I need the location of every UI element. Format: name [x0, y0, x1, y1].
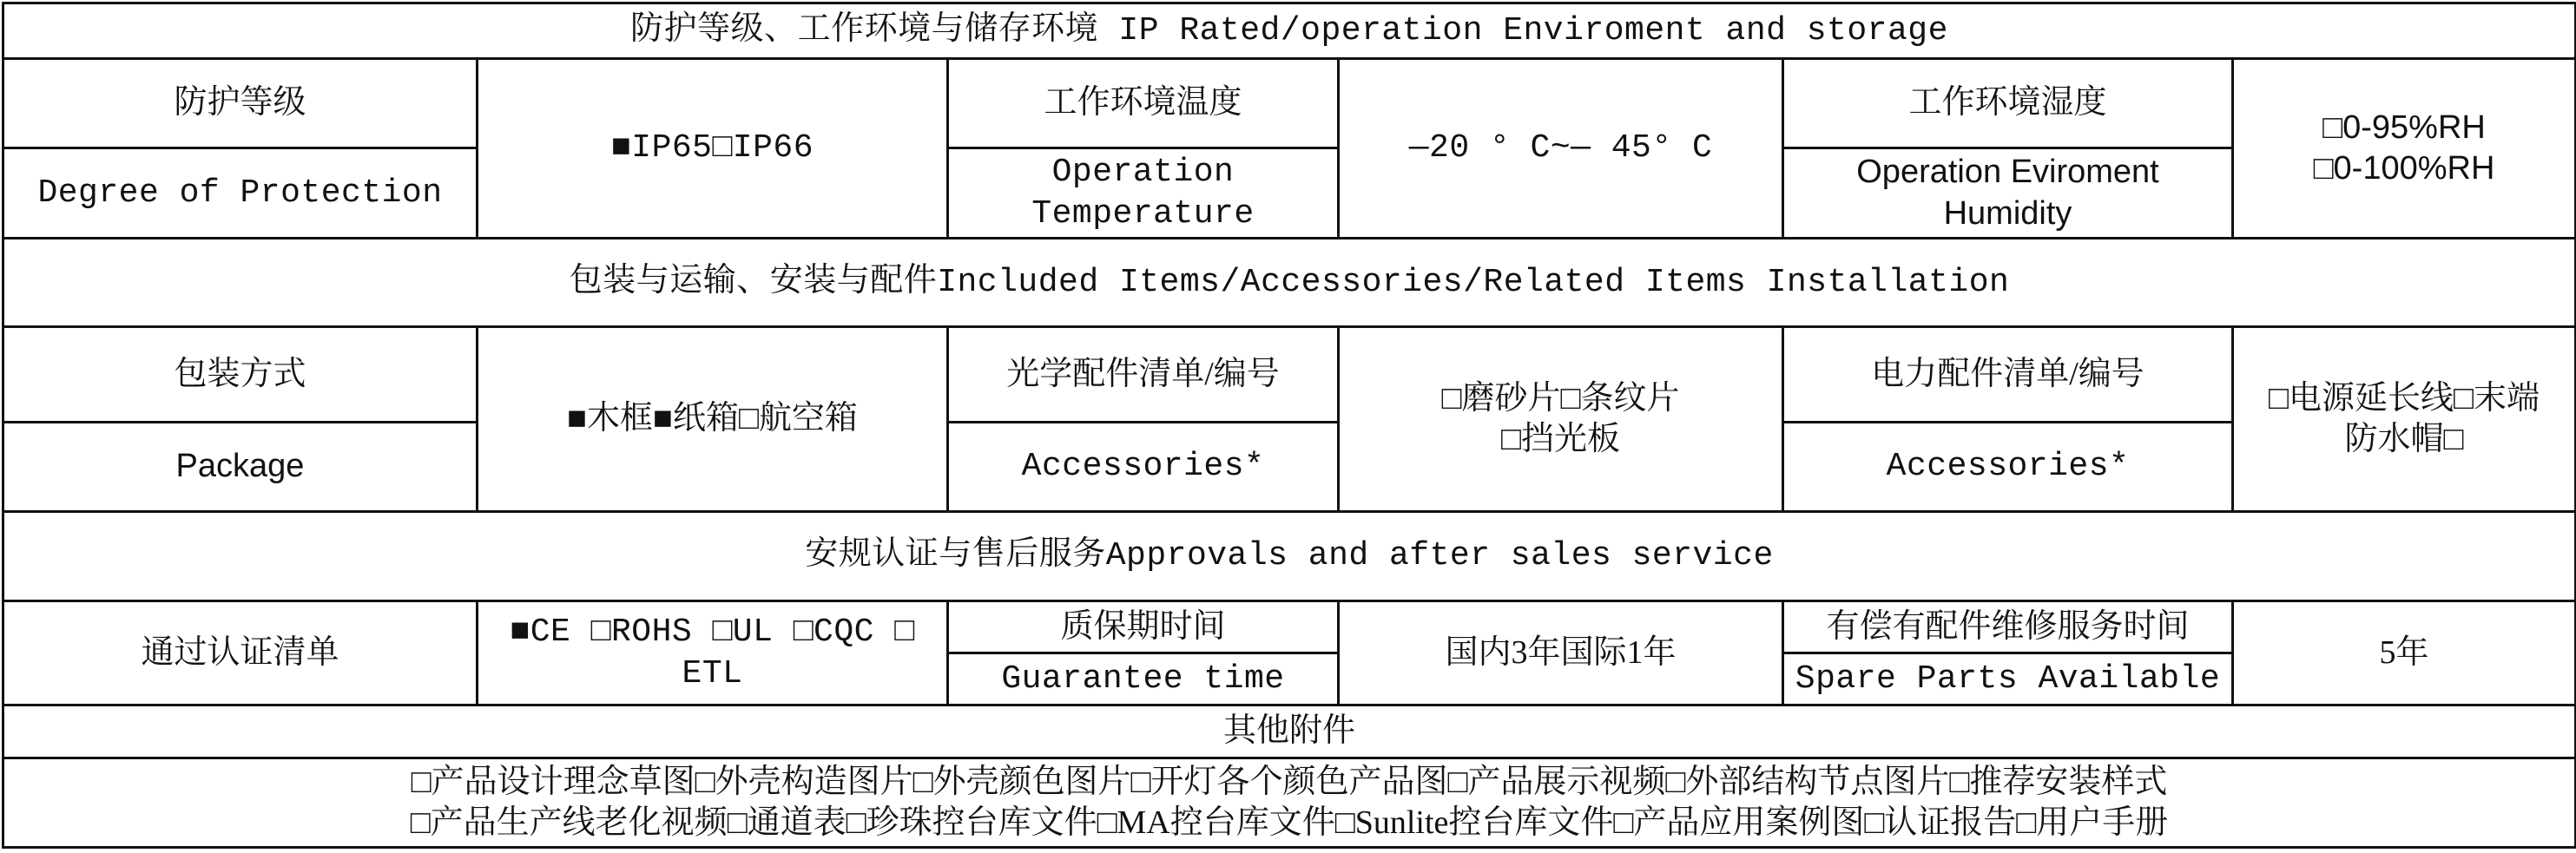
humidity-label-en: [1783, 148, 2233, 239]
temperature-label-en: [948, 148, 1339, 239]
power-accessories-label-en: Accessories*: [1783, 423, 2233, 512]
optical-accessories-label-cn: 光学配件清单/编号: [948, 327, 1339, 423]
humidity-option-95: □0-95%RH: [2322, 108, 2486, 146]
humidity-label-cn: 工作环境湿度: [1783, 59, 2233, 148]
approvals-section-header: 安规认证与售后服务Approvals and after sales service: [3, 512, 2576, 601]
package-label-en: Package: [3, 423, 478, 512]
power-accessories-value-line1: □电源延长线□末端: [2269, 379, 2540, 417]
protection-value: ■IP65□IP66: [478, 59, 948, 239]
power-accessories-value: [2233, 327, 2576, 512]
optical-accessories-value-line1: □磨砂片□条纹片: [1441, 379, 1680, 417]
temperature-label-en-line2: Temperature: [1031, 194, 1255, 233]
certification-value-line2: ETL: [682, 654, 743, 692]
protection-label-cn: 防护等级: [3, 59, 478, 148]
repair-service-value: 5年: [2233, 601, 2576, 705]
package-value: ■木框■纸箱□航空箱: [478, 327, 948, 512]
humidity-options: [2233, 59, 2576, 239]
other-attachments-list: [3, 758, 2576, 848]
certification-label-cn: 通过认证清单: [3, 601, 478, 705]
power-accessories-value-line2: 防水帽□: [2344, 421, 2464, 457]
other-section-header: 其他附件: [3, 705, 2576, 758]
spec-table: [2, 2, 2576, 849]
optical-accessories-value-line2: □挡光板: [1501, 421, 1620, 457]
temperature-label-en-line1: Operation: [1051, 154, 1235, 191]
humidity-label-en-line1: Operation Eviroment: [1856, 154, 2159, 190]
packaging-section-header: 包装与运输、安装与配件Included Items/Accessories/Related Items Installation: [3, 239, 2576, 327]
humidity-option-100: □0-100%RH: [2313, 150, 2495, 187]
temperature-value: —20 ° C~— 45° C: [1339, 59, 1783, 239]
optical-accessories-value: [1339, 327, 1783, 512]
warranty-label-cn: 质保期时间: [948, 601, 1339, 653]
temperature-label-cn: 工作环境温度: [948, 59, 1339, 148]
humidity-label-en-line2: Humidity: [1943, 194, 2072, 232]
optical-accessories-label-en: Accessories*: [948, 423, 1339, 512]
repair-service-label-cn: 有偿有配件维修服务时间: [1783, 601, 2233, 653]
protection-label-en: Degree of Protection: [3, 148, 478, 239]
repair-service-label-en: Spare Parts Available: [1783, 653, 2233, 705]
other-attachments-line1: □产品设计理念草图□外壳构造图片□外壳颜色图片□开灯各个颜色产品图□产品展示视频□外部结构节点图片□推荐安装样式: [411, 763, 2168, 800]
package-label-cn: 包装方式: [3, 327, 478, 423]
protection-section-header: 防护等级、工作环境与储存环境 IP Rated/operation Enviroment and storage: [3, 3, 2576, 59]
other-attachments-line2: □产品生产线老化视频□通道表□珍珠控台库文件□MA控台库文件□Sunlite控台库文件□产品应用案例图□认证报告□用户手册: [410, 804, 2169, 841]
warranty-value: 国内3年国际1年: [1339, 601, 1783, 705]
warranty-label-en: Guarantee time: [948, 653, 1339, 705]
certification-value-line1: ■CE □ROHS □UL □CQC □: [510, 614, 915, 651]
certification-value: [478, 601, 948, 705]
power-accessories-label-cn: 电力配件清单/编号: [1783, 327, 2233, 423]
